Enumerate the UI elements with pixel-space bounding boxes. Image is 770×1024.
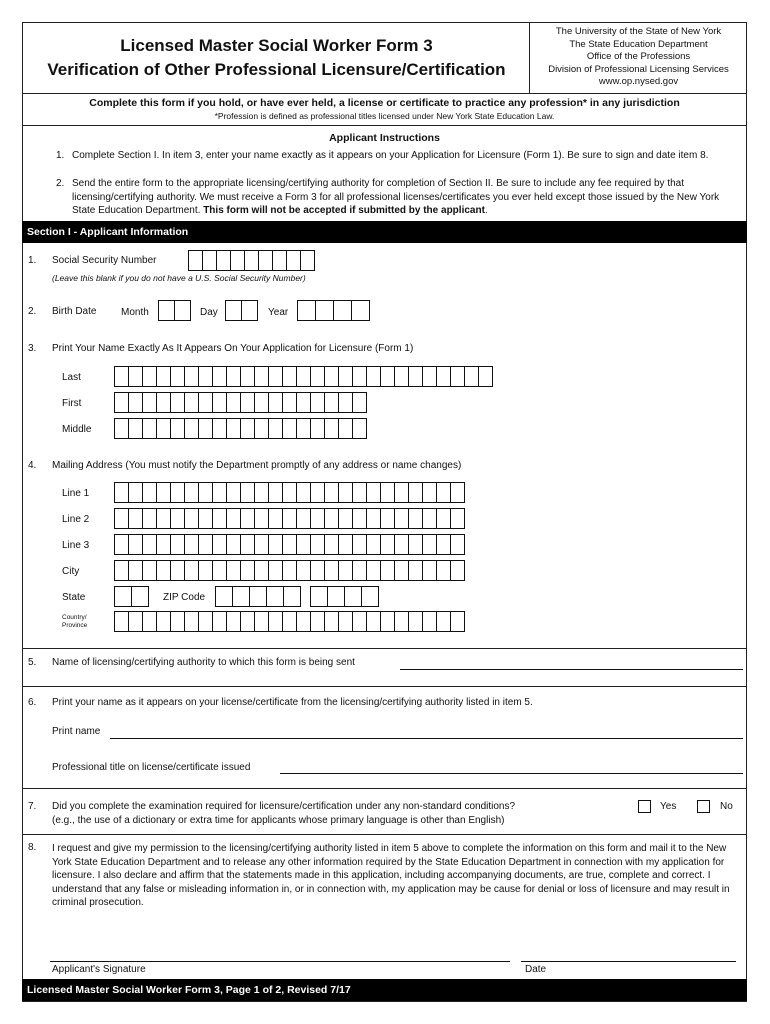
divider [22,686,747,687]
item-number: 6. [28,697,37,708]
item-number: 1. [28,255,37,266]
instruction-2 [72,177,737,218]
instruction-2-end: . [484,205,488,216]
banner-main: Complete this form if you hold, or have ever held, a license or certificate to practice any profession* in any jurisdiction [89,97,680,109]
last-name-label: Last [62,372,81,383]
yes-checkbox[interactable] [638,800,651,813]
instruction-2-warning: This form will not be accepted if submitted by the applicant [203,205,485,216]
agency-block [530,26,747,89]
agency-line: Office of the Professions [586,51,691,62]
yes-label: Yes [660,801,677,812]
agency-line: The University of the State of New York [555,26,722,37]
zip-input[interactable] [215,586,300,607]
instruction-number: 2. [56,178,65,189]
province-label: Province [62,622,88,629]
month-label: Month [121,307,149,318]
state-input[interactable] [114,586,148,607]
professional-title-label: Professional title on license/certificate issued [52,762,251,773]
date-input[interactable] [521,961,736,962]
item-number: 8. [28,842,37,853]
city-input[interactable] [114,560,464,581]
year-label: Year [268,307,289,318]
line2-label: Line 2 [62,514,90,525]
birth-month-input[interactable] [158,300,190,321]
state-label: State [62,592,86,603]
middle-name-label: Middle [62,424,92,435]
item-number: 5. [28,657,37,668]
agency-website: www.op.nysed.gov [598,76,679,87]
exam-question-note: (e.g., the use of a dictionary or extra time for applicants whose primary language is other than English) [52,815,505,826]
authority-input[interactable] [400,669,743,670]
birth-day-input[interactable] [225,300,257,321]
ssn-note: (Leave this blank if you do not have a U.S. Social Security Number) [52,273,306,283]
last-name-input[interactable] [114,366,492,387]
name-label: Print Your Name Exactly As It Appears On Your Application for Licensure (Form 1) [52,343,414,354]
declaration-text: I request and give my permission to the licensing/certifying authority listed in item 5 above to complete the information on this form and mail it to the New York State Education Department and to release any other information required by the State Education Department in connection with my application for licensure. I also declare and affirm that the statements made in this application, including accompanying documents, are true, complete and correct. I understand that any false or misleading information in, or in connection with, my application may be cause for denial or loss of licensure and may result in criminal prosecution. [52,843,730,908]
divider [22,834,747,835]
item-number: 4. [28,460,37,471]
country-input[interactable] [114,611,464,632]
signature-label: Applicant's Signature [52,964,146,975]
ssn-label: Social Security Number [52,255,157,266]
zip-label: ZIP Code [163,592,206,603]
instruction-2-text: Send the entire form to the appropriate licensing/certifying authority for completion of Section II. Be sure to include any fee required by that licensing/certifying authority. We must receive a Form 3 for all professional licenses/certificates you ever held except those issued by the New York State Education Department. [72,178,720,216]
instruction-1: Complete Section I. In item 3, enter your name exactly as it appears on your Application for Licensure (Form 1). Be sure to sign and date item 8. [72,150,709,161]
print-name-label: Print name [52,726,101,737]
first-name-input[interactable] [114,392,366,413]
birth-date-label: Birth Date [52,306,97,317]
middle-name-input[interactable] [114,418,366,439]
agency-line: The State Education Department [569,38,708,50]
address-label: Mailing Address (You must notify the Department promptly of any address or name changes) [52,460,462,471]
section-1-heading: Section I - Applicant Information [22,221,747,243]
birth-year-input[interactable] [297,300,369,321]
address-line1-input[interactable] [114,482,464,503]
item-number: 2. [28,306,37,317]
city-label: City [62,566,80,577]
item-number: 3. [28,343,37,354]
instructions-heading: Applicant Instructions [329,132,440,144]
exam-question: Did you complete the examination required for licensure/certification under any non-standard conditions? [52,801,516,812]
address-line2-input[interactable] [114,508,464,529]
agency-line: Division of Professional Licensing Services [548,63,729,75]
address-line3-input[interactable] [114,534,464,555]
line3-label: Line 3 [62,540,90,551]
country-label: Country/ [62,614,87,621]
divider [22,648,747,649]
zip-ext-input[interactable] [310,586,378,607]
divider [22,125,747,126]
line1-label: Line 1 [62,488,90,499]
instruction-number: 1. [56,150,65,161]
signature-input[interactable] [50,961,510,962]
day-label: Day [200,307,218,318]
no-checkbox[interactable] [697,800,710,813]
date-label: Date [525,964,547,975]
form-subtitle: Verification of Other Professional Licensure/Certification [47,60,506,79]
print-name-input[interactable] [110,738,743,739]
page-footer: Licensed Master Social Worker Form 3, Page 1 of 2, Revised 7/17 [22,979,747,1001]
no-label: No [720,801,733,812]
license-name-label: Print your name as it appears on your license/certificate from the licensing/certifying authority listed in item 5. [52,697,533,708]
form-title: Licensed Master Social Worker Form 3 [120,36,433,55]
item-number: 7. [28,801,37,812]
banner-note: *Profession is defined as professional titles licensed under New York State Education Law. [214,111,555,121]
professional-title-input[interactable] [280,773,743,774]
first-name-label: First [62,398,82,409]
divider [22,93,747,94]
authority-label: Name of licensing/certifying authority to which this form is being sent [52,657,355,668]
divider [22,788,747,789]
ssn-input[interactable] [188,250,314,271]
